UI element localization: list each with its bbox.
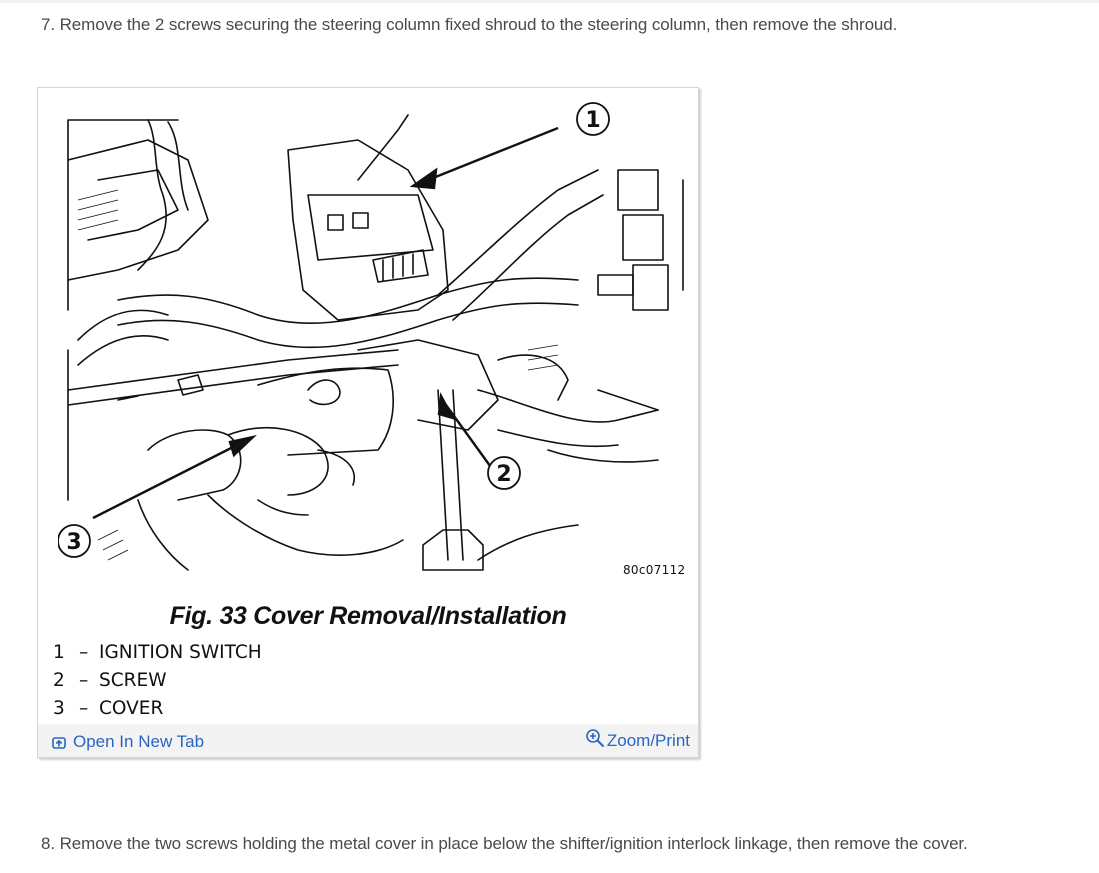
figure-legend <box>53 639 262 723</box>
open-in-new-tab-label: Open In New Tab <box>73 732 205 751</box>
figure-footer <box>38 724 698 757</box>
legend-item <box>53 639 262 667</box>
callout-2: 2 <box>496 462 512 487</box>
steering-column-diagram <box>58 100 698 580</box>
step-8-text: 8. Remove the two screws holding the metal cover in place below the shifter/ignition interlock linkage, then remove the cover. <box>41 834 968 853</box>
legend-item <box>53 667 262 695</box>
zoom-print-label: Zoom/Print <box>606 731 690 750</box>
legend-dash: – <box>79 698 89 719</box>
legend-label: SCREW <box>99 670 167 691</box>
legend-number: 1 <box>53 642 65 663</box>
callout-3: 3 <box>66 530 82 555</box>
legend-dash: – <box>79 642 89 663</box>
legend-label: IGNITION SWITCH <box>99 642 262 663</box>
callout-1: 1 <box>585 108 601 133</box>
step-7-text: 7. Remove the 2 screws securing the steering column fixed shroud to the steering column, then remove the shroud. <box>41 15 898 34</box>
figure-card <box>37 87 699 758</box>
legend-dash: – <box>79 670 89 691</box>
legend-number: 2 <box>53 670 65 691</box>
open-new-tab-icon <box>52 735 66 749</box>
zoom-in-icon <box>585 728 605 748</box>
zoom-print-link[interactable] <box>585 731 690 751</box>
figure-code: 80c07112 <box>623 563 686 577</box>
top-divider <box>0 0 1099 3</box>
legend-item <box>53 695 262 723</box>
open-in-new-tab-link[interactable] <box>52 732 204 752</box>
legend-label: COVER <box>99 698 164 719</box>
figure-caption: Fig. 33 Cover Removal/Installation <box>169 602 567 630</box>
legend-number: 3 <box>53 698 65 719</box>
